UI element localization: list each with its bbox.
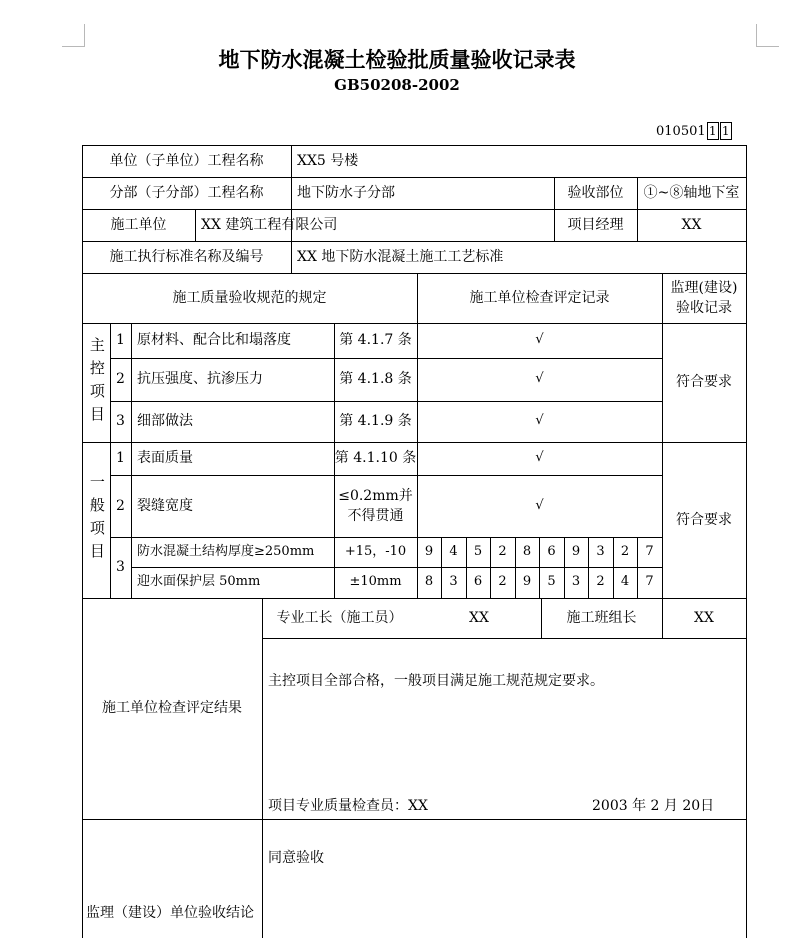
manager-value: XX	[681, 216, 702, 233]
item-clause: 第 4.1.8 条	[339, 371, 412, 388]
item-clause: 第 4.1.7 条	[339, 332, 412, 349]
measure-value: 9	[571, 543, 581, 559]
measure-item-name: 迎水面保护层 50mm	[137, 574, 261, 590]
measure-value: 4	[449, 543, 458, 559]
exec-standard-value: XX 地下防水混凝土施工工艺标准	[297, 248, 504, 265]
supervision-header	[662, 273, 746, 323]
measure-value: 9	[424, 543, 434, 559]
item-name: 抗压强度、抗渗压力	[137, 371, 263, 388]
item-name: 裂缝宽度	[137, 497, 193, 514]
unit-result-text: 主控项目全部合格，一般项目满足施工规范规定要求。	[268, 672, 604, 689]
supervision-header-line: 验收记录	[676, 300, 732, 316]
measure-value: 8	[424, 574, 434, 590]
item-number: 2	[116, 371, 125, 388]
check-mark: √	[535, 450, 544, 466]
item-clause	[334, 475, 417, 537]
measure-value: 6	[473, 574, 483, 590]
main-items-group-label: 主控项目	[87, 336, 106, 429]
team-leader-value: XX	[694, 609, 714, 626]
team-leader-label: 施工班组长	[566, 609, 637, 626]
project-value: XX5 号楼	[297, 152, 359, 169]
record-header: 施工单位检查评定记录	[469, 289, 610, 306]
subproject-value: 地下防水子分部	[297, 184, 395, 201]
measure-value: 4	[620, 574, 630, 590]
supervision-conclusion-label: 监理（建设）单位验收结论	[86, 904, 254, 921]
measure-value: 8	[522, 543, 532, 559]
document-title: 地下防水混凝土检验批质量验收记录表	[218, 47, 576, 72]
spec-header: 施工质量验收规范的规定	[172, 289, 327, 306]
item-name: 原材料、配合比和塌落度	[137, 332, 291, 349]
unit-result-label: 施工单位检查评定结果	[102, 700, 242, 717]
check-mark: √	[535, 332, 544, 348]
measure-tolerance: ±10mm	[349, 574, 402, 590]
acceptance-part-value: ①~⑧轴地下室	[643, 184, 740, 201]
item-name: 细部做法	[137, 413, 193, 430]
acceptance-part-label: 验收部位	[567, 184, 624, 201]
measure-tolerance: +15，-10	[344, 543, 407, 559]
measure-value: 3	[571, 574, 581, 590]
record-code-box: 1	[707, 122, 719, 140]
subproject-label: 分部（子分部）工程名称	[109, 184, 264, 201]
item-number: 3	[116, 413, 125, 430]
item-clause-line: 不得贯通	[347, 508, 404, 524]
general-items-result: 符合要求	[676, 511, 732, 528]
item-number: 3	[116, 559, 125, 576]
measure-value: 2	[620, 543, 630, 559]
general-items-group-label: 一般项目	[87, 474, 106, 566]
measure-value: 5	[547, 574, 556, 590]
standard-code: GB50208-2002	[334, 76, 460, 94]
supervision-header-line: 监理(建设)	[670, 279, 738, 296]
foreman-value: XX	[469, 609, 489, 626]
item-number: 1	[116, 450, 125, 467]
quality-inspector: 项目专业质量检查员：XX	[268, 797, 428, 814]
item-number: 2	[116, 497, 125, 514]
measure-item-name: 防水混凝土结构厚度≥250mm	[137, 543, 315, 559]
construction-unit-value: XX 建筑工程有限公司	[201, 216, 338, 233]
construction-unit-label: 施工单位	[110, 216, 167, 233]
measure-value: 5	[473, 543, 483, 559]
measure-value: 3	[449, 574, 458, 590]
measure-value: 3	[596, 543, 605, 559]
measure-value: 2	[596, 574, 605, 590]
exec-standard-label: 施工执行标准名称及编号	[109, 248, 264, 265]
main-items-result: 符合要求	[676, 374, 732, 391]
measure-value: 9	[522, 574, 532, 590]
item-name: 表面质量	[137, 450, 193, 467]
measure-value: 2	[498, 574, 507, 590]
inspection-date: 2003 年 2 月 20日	[592, 797, 715, 814]
item-clause-line: ≤0.2mm并	[338, 487, 413, 504]
measure-value: 2	[498, 543, 507, 559]
record-code-box: 1	[720, 122, 732, 140]
measure-value: 7	[645, 543, 654, 559]
item-clause: 第 4.1.10 条	[334, 450, 417, 467]
manager-label: 项目经理	[567, 216, 624, 233]
measure-value: 6	[547, 543, 556, 559]
check-mark: √	[535, 497, 544, 513]
measure-value: 7	[645, 574, 654, 590]
item-number: 1	[116, 332, 125, 349]
check-mark: √	[535, 413, 544, 429]
supervision-conclusion-text: 同意验收	[268, 849, 324, 866]
record-code-prefix: 010501	[656, 123, 706, 139]
check-mark: √	[535, 371, 544, 387]
foreman-label: 专业工长（施工员）	[276, 609, 403, 626]
item-clause: 第 4.1.9 条	[339, 413, 412, 430]
project-label: 单位（子单位）工程名称	[109, 152, 264, 169]
